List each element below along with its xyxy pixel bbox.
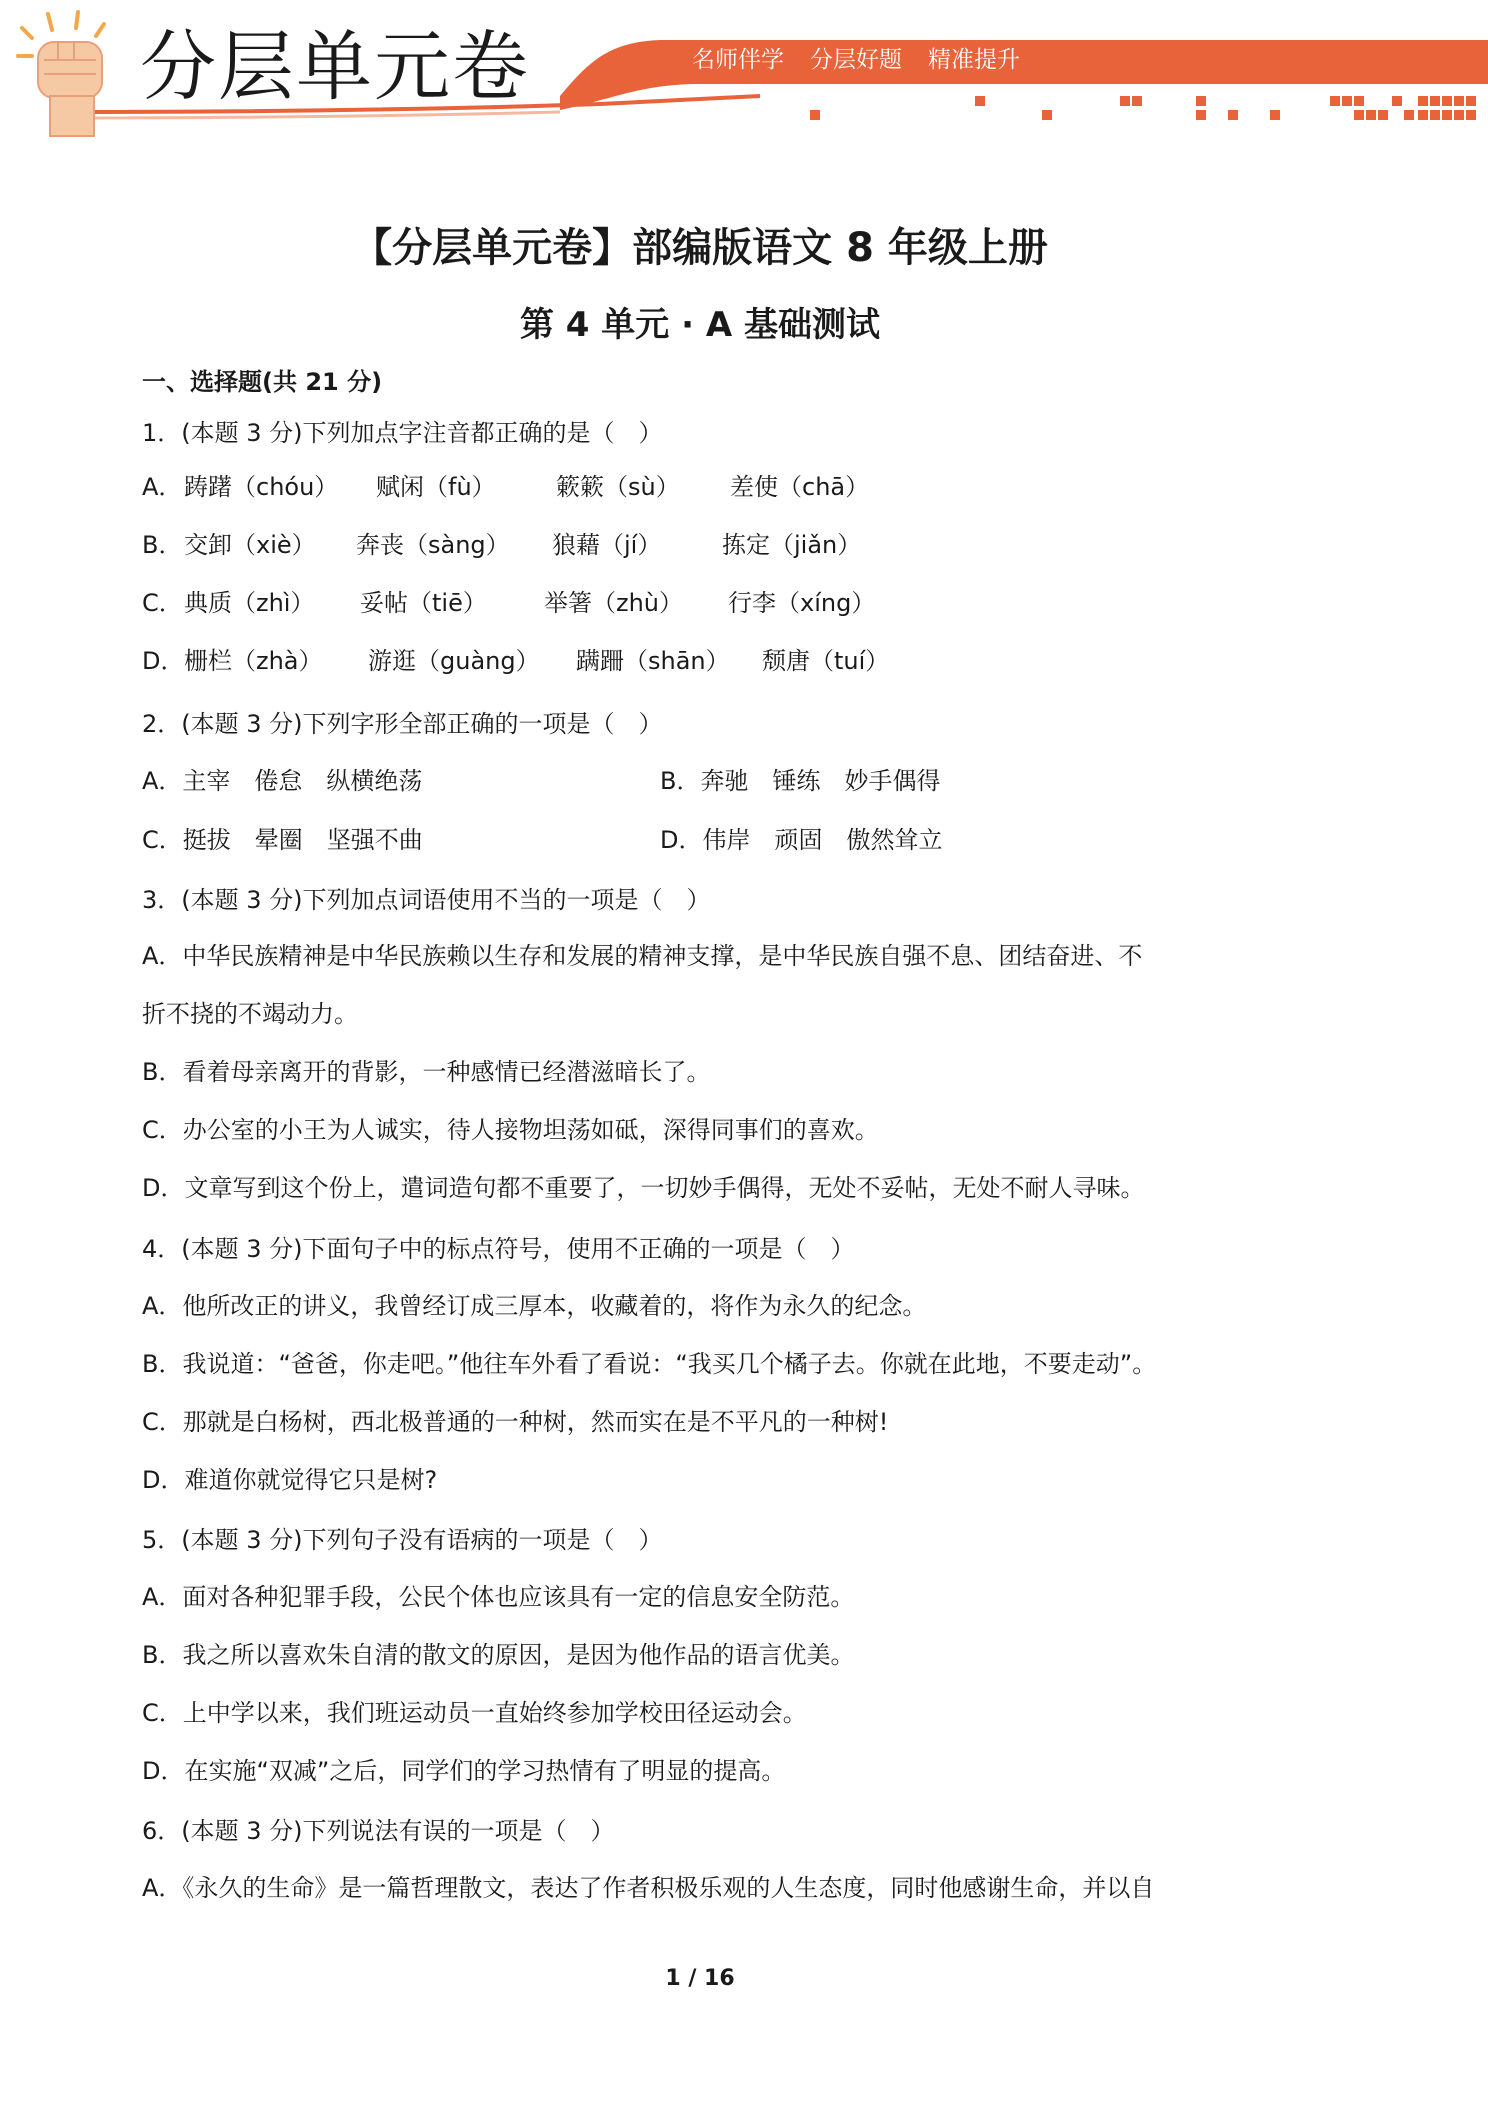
slogan-1: 名师伴学 [692,47,784,73]
page-number: 1 / 16 [665,1966,735,1991]
question-5-option-c: C．上中学以来，我们班运动员一直始终参加学校田径运动会。 [142,1699,807,1727]
section-heading: 一、选择题(共 21 分) [142,368,383,396]
header-banner [0,0,1488,140]
slogan-2: 分层好题 [810,47,902,73]
question-3-stem: 3．(本题 3 分)下列加点词语使用不当的一项是（ ） [142,886,711,914]
question-5-option-a: A．面对各种犯罪手段，公民个体也应该具有一定的信息安全防范。 [142,1583,855,1611]
question-5-stem: 5．(本题 3 分)下列句子没有语病的一项是（ ） [142,1526,663,1554]
question-3-option-a: A．中华民族精神是中华民族赖以生存和发展的精神支撑，是中华民族自强不息、团结奋进、不 [142,942,1143,970]
question-2-option-b: B．奔驰 锤练 妙手偶得 [660,767,941,795]
question-5-option-b: B．我之所以喜欢朱自清的散文的原因，是因为他作品的语言优美。 [142,1641,855,1669]
question-6-option-a: A．《永久的生命》是一篇哲理散文，表达了作者积极乐观的人生态度，同时他感谢生命，并以自 [142,1874,1155,1902]
question-3-option-c: C．办公室的小王为人诚实，待人接物坦荡如砥，深得同事们的喜欢。 [142,1116,879,1144]
question-3-option-a-cont: 折不挠的不竭动力。 [142,1000,358,1028]
fist-icon [18,12,104,136]
brand-title: 分层单元卷 [140,22,530,111]
question-4-option-b: B．我说道：“爸爸，你走吧。”他往车外看了看说：“我买几个橘子去。你就在此地，不要走动”。 [142,1350,1157,1378]
question-2-stem: 2．(本题 3 分)下列字形全部正确的一项是（ ） [142,710,663,738]
slogan-3: 精准提升 [928,47,1020,73]
question-6-stem: 6．(本题 3 分)下列说法有误的一项是（ ） [142,1817,615,1845]
question-2-option-c: C．挺拔 晕圈 坚强不曲 [142,826,423,854]
question-2-option-a: A．主宰 倦怠 纵横绝荡 [142,767,423,795]
question-2-option-d: D．伟岸 顽固 傲然耸立 [660,826,943,854]
question-3-option-d: D．文章写到这个份上，遣词造句都不重要了，一切妙手偶得，无处不妥帖，无处不耐人寻味。 [142,1174,1145,1202]
question-4-option-d: D．难道你就觉得它只是树? [142,1466,438,1494]
pixel-decoration [810,96,1476,120]
document-subtitle: 第 4 单元 · A 基础测试 [519,305,881,345]
question-1-stem: 1．(本题 3 分)下列加点字注音都正确的是（ ） [142,419,663,447]
question-4-option-c: C．那就是白杨树，西北极普通的一种树，然而实在是不平凡的一种树! [142,1408,889,1436]
question-5-option-d: D．在实施“双减”之后，同学们的学习热情有了明显的提高。 [142,1757,786,1785]
question-3-option-b: B．看着母亲离开的背影，一种感情已经潜滋暗长了。 [142,1058,711,1086]
document-title: 【分层单元卷】部编版语文 8 年级上册 [352,225,1048,271]
question-4-stem: 4．(本题 3 分)下面句子中的标点符号，使用不正确的一项是（ ） [142,1235,855,1263]
question-4-option-a: A．他所改正的讲义，我曾经订成三厚本，收藏着的，将作为永久的纪念。 [142,1292,927,1320]
slogans [692,42,1020,78]
